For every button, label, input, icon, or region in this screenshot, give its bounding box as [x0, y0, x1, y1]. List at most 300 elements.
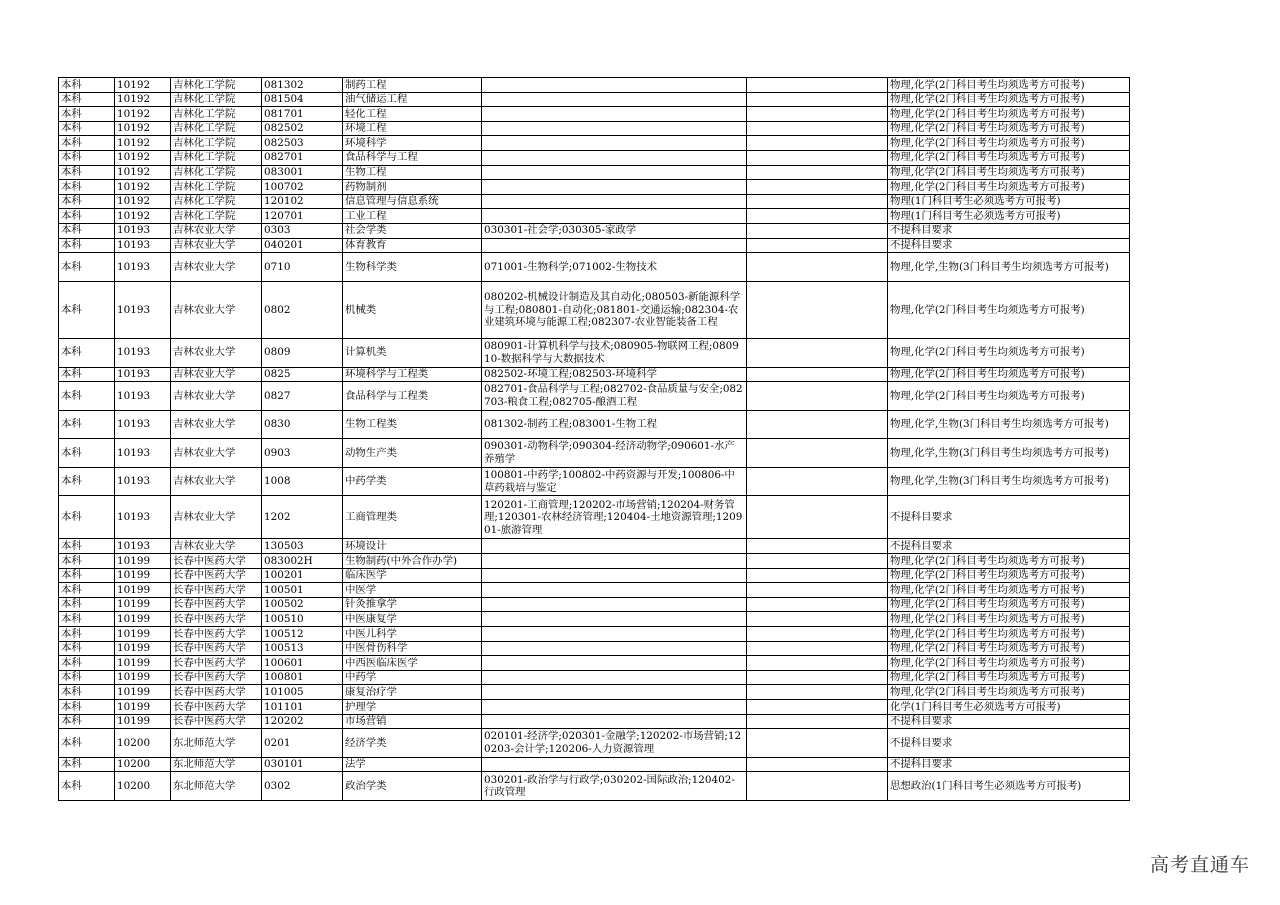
level-cell: 本科 [59, 656, 115, 671]
level-cell: 本科 [59, 670, 115, 685]
school-name-cell: 长春中医药大学 [171, 554, 262, 569]
major-code-cell: 0201 [262, 729, 343, 758]
included-majors-cell [482, 641, 747, 656]
note-cell [747, 685, 888, 700]
note-cell [747, 757, 888, 772]
school-code-cell: 10192 [115, 107, 171, 122]
note-cell [747, 656, 888, 671]
included-majors-cell [482, 180, 747, 195]
subject-requirement-cell: 物理,化学(2门科目考生均须选考方可报考) [888, 685, 1130, 700]
major-code-cell: 0903 [262, 439, 343, 468]
school-name-cell: 吉林化工学院 [171, 165, 262, 180]
table-row [59, 382, 1130, 411]
table-row [59, 757, 1130, 772]
table-row [59, 597, 1130, 612]
note-cell [747, 670, 888, 685]
subject-requirement-cell: 物理,化学(2门科目考生均须选考方可报考) [888, 92, 1130, 107]
table-row [59, 180, 1130, 195]
school-code-cell: 10193 [115, 223, 171, 238]
major-name-cell: 油气储运工程 [343, 92, 482, 107]
major-code-cell: 083001 [262, 165, 343, 180]
subject-requirement-cell: 物理,化学(2门科目考生均须选考方可报考) [888, 121, 1130, 136]
major-name-cell: 护理学 [343, 700, 482, 715]
table-row [59, 568, 1130, 583]
level-cell: 本科 [59, 238, 115, 253]
major-code-cell: 030101 [262, 757, 343, 772]
major-code-cell: 082502 [262, 121, 343, 136]
table-row [59, 612, 1130, 627]
table-row [59, 107, 1130, 122]
school-code-cell: 10193 [115, 539, 171, 554]
school-code-cell: 10199 [115, 685, 171, 700]
major-code-cell: 100702 [262, 180, 343, 195]
major-code-cell: 0830 [262, 410, 343, 439]
level-cell: 本科 [59, 714, 115, 729]
note-cell [747, 78, 888, 93]
subject-requirement-cell: 物理,化学(2门科目考生均须选考方可报考) [888, 382, 1130, 411]
note-cell [747, 597, 888, 612]
school-name-cell: 吉林化工学院 [171, 121, 262, 136]
major-code-cell: 081504 [262, 92, 343, 107]
major-name-cell: 环境科学 [343, 136, 482, 151]
level-cell: 本科 [59, 382, 115, 411]
subject-requirement-cell: 物理,化学(2门科目考生均须选考方可报考) [888, 641, 1130, 656]
school-code-cell: 10199 [115, 627, 171, 642]
note-cell [747, 772, 888, 801]
included-majors-cell [482, 700, 747, 715]
major-code-cell: 100510 [262, 612, 343, 627]
school-code-cell: 10192 [115, 92, 171, 107]
major-name-cell: 中药学类 [343, 467, 482, 496]
major-name-cell: 机械类 [343, 281, 482, 338]
major-name-cell: 工业工程 [343, 209, 482, 224]
note-cell [747, 367, 888, 382]
school-code-cell: 10199 [115, 554, 171, 569]
major-name-cell: 动物生产类 [343, 439, 482, 468]
major-code-cell: 120102 [262, 194, 343, 209]
subject-requirement-cell: 物理,化学(2门科目考生均须选考方可报考) [888, 78, 1130, 93]
included-majors-cell: 080202-机械设计制造及其自动化;080503-新能源科学与工程;080801-自动化;081801-交通运输;082304-农业建筑环境与能源工程;082307-农业智能装备工程 [482, 281, 747, 338]
table-row [59, 367, 1130, 382]
major-code-cell: 0802 [262, 281, 343, 338]
subject-requirement-cell: 不提科目要求 [888, 238, 1130, 253]
included-majors-cell [482, 612, 747, 627]
major-code-cell: 100502 [262, 597, 343, 612]
school-code-cell: 10193 [115, 238, 171, 253]
table-row [59, 714, 1130, 729]
table-row [59, 165, 1130, 180]
school-code-cell: 10193 [115, 281, 171, 338]
major-name-cell: 政治学类 [343, 772, 482, 801]
subject-requirement-cell: 物理,化学(2门科目考生均须选考方可报考) [888, 338, 1130, 367]
major-code-cell: 0825 [262, 367, 343, 382]
major-name-cell: 中医骨伤科学 [343, 641, 482, 656]
level-cell: 本科 [59, 136, 115, 151]
school-code-cell: 10193 [115, 253, 171, 282]
school-name-cell: 长春中医药大学 [171, 583, 262, 598]
major-name-cell: 中医学 [343, 583, 482, 598]
major-name-cell: 药物制剂 [343, 180, 482, 195]
school-code-cell: 10192 [115, 121, 171, 136]
note-cell [747, 410, 888, 439]
table-row [59, 729, 1130, 758]
included-majors-cell: 080901-计算机科学与技术;080905-物联网工程;080910-数据科学与大数据技术 [482, 338, 747, 367]
level-cell: 本科 [59, 627, 115, 642]
subject-requirement-cell: 物理,化学(2门科目考生均须选考方可报考) [888, 367, 1130, 382]
included-majors-cell [482, 121, 747, 136]
table-row [59, 439, 1130, 468]
note-cell [747, 253, 888, 282]
note-cell [747, 150, 888, 165]
table-row [59, 467, 1130, 496]
school-name-cell: 吉林农业大学 [171, 467, 262, 496]
level-cell: 本科 [59, 223, 115, 238]
included-majors-cell [482, 670, 747, 685]
included-majors-cell: 082502-环境工程;082503-环境科学 [482, 367, 747, 382]
note-cell [747, 496, 888, 539]
table-row [59, 554, 1130, 569]
school-name-cell: 长春中医药大学 [171, 627, 262, 642]
major-name-cell: 生物科学类 [343, 253, 482, 282]
included-majors-cell [482, 714, 747, 729]
school-name-cell: 吉林农业大学 [171, 439, 262, 468]
note-cell [747, 107, 888, 122]
table-row [59, 238, 1130, 253]
level-cell: 本科 [59, 539, 115, 554]
subject-requirement-cell: 不提科目要求 [888, 729, 1130, 758]
major-code-cell: 100601 [262, 656, 343, 671]
major-name-cell: 中医儿科学 [343, 627, 482, 642]
major-code-cell: 100501 [262, 583, 343, 598]
subject-requirement-cell: 物理,化学,生物(3门科目考生均须选考方可报考) [888, 439, 1130, 468]
subject-requirement-cell: 物理,化学,生物(3门科目考生均须选考方可报考) [888, 410, 1130, 439]
included-majors-cell [482, 656, 747, 671]
level-cell: 本科 [59, 165, 115, 180]
level-cell: 本科 [59, 78, 115, 93]
major-name-cell: 体育教育 [343, 238, 482, 253]
level-cell: 本科 [59, 700, 115, 715]
subject-requirement-cell: 物理,化学(2门科目考生均须选考方可报考) [888, 281, 1130, 338]
school-name-cell: 东北师范大学 [171, 757, 262, 772]
subject-requirement-cell: 物理,化学(2门科目考生均须选考方可报考) [888, 136, 1130, 151]
major-name-cell: 康复治疗学 [343, 685, 482, 700]
subject-requirement-cell: 物理,化学,生物(3门科目考生均须选考方可报考) [888, 467, 1130, 496]
included-majors-cell [482, 107, 747, 122]
subject-requirement-cell: 物理,化学(2门科目考生均须选考方可报考) [888, 554, 1130, 569]
subject-requirement-cell: 化学(1门科目考生必须选考方可报考) [888, 700, 1130, 715]
major-code-cell: 082503 [262, 136, 343, 151]
major-name-cell: 环境科学与工程类 [343, 367, 482, 382]
school-name-cell: 吉林农业大学 [171, 410, 262, 439]
major-name-cell: 食品科学与工程 [343, 150, 482, 165]
school-code-cell: 10199 [115, 714, 171, 729]
included-majors-cell: 030301-社会学;030305-家政学 [482, 223, 747, 238]
note-cell [747, 700, 888, 715]
subject-requirement-cell: 物理,化学(2门科目考生均须选考方可报考) [888, 627, 1130, 642]
subject-requirement-cell: 物理(1门科目考生必须选考方可报考) [888, 194, 1130, 209]
school-name-cell: 长春中医药大学 [171, 714, 262, 729]
school-code-cell: 10199 [115, 670, 171, 685]
school-name-cell: 吉林农业大学 [171, 539, 262, 554]
watermark-text: 高考直通车 [1149, 854, 1250, 876]
level-cell: 本科 [59, 554, 115, 569]
subject-requirement-cell: 物理,化学(2门科目考生均须选考方可报考) [888, 568, 1130, 583]
table-row [59, 627, 1130, 642]
note-cell [747, 92, 888, 107]
note-cell [747, 382, 888, 411]
subject-requirement-cell: 不提科目要求 [888, 757, 1130, 772]
major-code-cell: 101005 [262, 685, 343, 700]
subject-requirement-cell: 物理,化学(2门科目考生均须选考方可报考) [888, 583, 1130, 598]
table-row [59, 700, 1130, 715]
note-cell [747, 539, 888, 554]
level-cell: 本科 [59, 612, 115, 627]
table-row [59, 338, 1130, 367]
school-code-cell: 10193 [115, 439, 171, 468]
major-name-cell: 社会学类 [343, 223, 482, 238]
level-cell: 本科 [59, 92, 115, 107]
school-name-cell: 吉林农业大学 [171, 223, 262, 238]
school-name-cell: 长春中医药大学 [171, 568, 262, 583]
school-code-cell: 10199 [115, 597, 171, 612]
school-name-cell: 吉林化工学院 [171, 150, 262, 165]
major-name-cell: 生物制药(中外合作办学) [343, 554, 482, 569]
level-cell: 本科 [59, 150, 115, 165]
school-name-cell: 吉林化工学院 [171, 136, 262, 151]
subject-requirement-cell: 物理,化学(2门科目考生均须选考方可报考) [888, 107, 1130, 122]
level-cell: 本科 [59, 338, 115, 367]
major-code-cell: 101101 [262, 700, 343, 715]
major-name-cell: 市场营销 [343, 714, 482, 729]
note-cell [747, 194, 888, 209]
major-code-cell: 100201 [262, 568, 343, 583]
school-name-cell: 吉林化工学院 [171, 107, 262, 122]
school-code-cell: 10199 [115, 568, 171, 583]
school-name-cell: 吉林农业大学 [171, 281, 262, 338]
level-cell: 本科 [59, 757, 115, 772]
major-name-cell: 中西医临床医学 [343, 656, 482, 671]
note-cell [747, 338, 888, 367]
school-code-cell: 10193 [115, 338, 171, 367]
subject-requirement-cell: 物理,化学(2门科目考生均须选考方可报考) [888, 180, 1130, 195]
level-cell: 本科 [59, 410, 115, 439]
included-majors-cell: 081302-制药工程;083001-生物工程 [482, 410, 747, 439]
table-row [59, 539, 1130, 554]
note-cell [747, 136, 888, 151]
school-code-cell: 10193 [115, 496, 171, 539]
school-name-cell: 吉林化工学院 [171, 209, 262, 224]
level-cell: 本科 [59, 568, 115, 583]
major-name-cell: 环境设计 [343, 539, 482, 554]
school-code-cell: 10193 [115, 410, 171, 439]
major-code-cell: 120202 [262, 714, 343, 729]
level-cell: 本科 [59, 496, 115, 539]
school-name-cell: 长春中医药大学 [171, 670, 262, 685]
school-code-cell: 10199 [115, 583, 171, 598]
major-name-cell: 工商管理类 [343, 496, 482, 539]
major-name-cell: 法学 [343, 757, 482, 772]
level-cell: 本科 [59, 467, 115, 496]
major-code-cell: 100513 [262, 641, 343, 656]
major-code-cell: 100801 [262, 670, 343, 685]
included-majors-cell [482, 165, 747, 180]
subject-requirement-cell: 不提科目要求 [888, 223, 1130, 238]
table-row [59, 772, 1130, 801]
school-code-cell: 10192 [115, 209, 171, 224]
level-cell: 本科 [59, 281, 115, 338]
subject-requirement-cell: 物理,化学(2门科目考生均须选考方可报考) [888, 656, 1130, 671]
level-cell: 本科 [59, 180, 115, 195]
level-cell: 本科 [59, 121, 115, 136]
level-cell: 本科 [59, 597, 115, 612]
note-cell [747, 612, 888, 627]
included-majors-cell: 120201-工商管理;120202-市场营销;120204-财务管理;120301-农林经济管理;120404-土地资源管理;120901-旅游管理 [482, 496, 747, 539]
school-name-cell: 吉林农业大学 [171, 367, 262, 382]
subject-requirement-cell: 物理,化学(2门科目考生均须选考方可报考) [888, 165, 1130, 180]
school-name-cell: 长春中医药大学 [171, 656, 262, 671]
subject-requirement-cell: 思想政治(1门科目考生必须选考方可报考) [888, 772, 1130, 801]
school-code-cell: 10199 [115, 641, 171, 656]
table-row [59, 150, 1130, 165]
school-code-cell: 10199 [115, 700, 171, 715]
level-cell: 本科 [59, 253, 115, 282]
table-row [59, 641, 1130, 656]
major-code-cell: 1008 [262, 467, 343, 496]
major-name-cell: 轻化工程 [343, 107, 482, 122]
school-name-cell: 长春中医药大学 [171, 597, 262, 612]
note-cell [747, 641, 888, 656]
major-name-cell: 环境工程 [343, 121, 482, 136]
level-cell: 本科 [59, 209, 115, 224]
table-row [59, 253, 1130, 282]
major-code-cell: 0809 [262, 338, 343, 367]
included-majors-cell [482, 238, 747, 253]
school-code-cell: 10192 [115, 180, 171, 195]
note-cell [747, 568, 888, 583]
school-name-cell: 长春中医药大学 [171, 612, 262, 627]
note-cell [747, 729, 888, 758]
level-cell: 本科 [59, 729, 115, 758]
school-code-cell: 10199 [115, 612, 171, 627]
school-name-cell: 吉林化工学院 [171, 92, 262, 107]
school-code-cell: 10193 [115, 467, 171, 496]
school-name-cell: 吉林农业大学 [171, 382, 262, 411]
table-row [59, 136, 1130, 151]
included-majors-cell [482, 194, 747, 209]
table-row [59, 92, 1130, 107]
major-code-cell: 0827 [262, 382, 343, 411]
major-name-cell: 生物工程 [343, 165, 482, 180]
level-cell: 本科 [59, 685, 115, 700]
major-name-cell: 信息管理与信息系统 [343, 194, 482, 209]
school-name-cell: 吉林农业大学 [171, 496, 262, 539]
school-name-cell: 吉林农业大学 [171, 253, 262, 282]
level-cell: 本科 [59, 439, 115, 468]
subject-requirement-cell: 不提科目要求 [888, 496, 1130, 539]
major-code-cell: 083002H [262, 554, 343, 569]
level-cell: 本科 [59, 107, 115, 122]
level-cell: 本科 [59, 772, 115, 801]
note-cell [747, 467, 888, 496]
major-code-cell: 120701 [262, 209, 343, 224]
school-name-cell: 东北师范大学 [171, 772, 262, 801]
included-majors-cell: 020101-经济学;020301-金融学;120202-市场营销;120203-会计学;120206-人力资源管理 [482, 729, 747, 758]
level-cell: 本科 [59, 367, 115, 382]
table-row [59, 410, 1130, 439]
subject-requirement-cell: 物理,化学(2门科目考生均须选考方可报考) [888, 597, 1130, 612]
school-name-cell: 吉林农业大学 [171, 238, 262, 253]
subject-requirement-cell: 物理,化学(2门科目考生均须选考方可报考) [888, 612, 1130, 627]
subject-requirement-cell: 物理,化学(2门科目考生均须选考方可报考) [888, 670, 1130, 685]
subject-requirement-cell: 不提科目要求 [888, 714, 1130, 729]
major-code-cell: 0303 [262, 223, 343, 238]
table-row [59, 656, 1130, 671]
school-code-cell: 10192 [115, 194, 171, 209]
included-majors-cell [482, 554, 747, 569]
school-name-cell: 吉林农业大学 [171, 338, 262, 367]
major-code-cell: 100512 [262, 627, 343, 642]
school-name-cell: 长春中医药大学 [171, 641, 262, 656]
table-body [59, 78, 1130, 801]
school-code-cell: 10192 [115, 136, 171, 151]
major-code-cell: 081302 [262, 78, 343, 93]
table-row [59, 685, 1130, 700]
major-name-cell: 生物工程类 [343, 410, 482, 439]
major-code-cell: 130503 [262, 539, 343, 554]
school-code-cell: 10199 [115, 656, 171, 671]
note-cell [747, 627, 888, 642]
subject-requirement-cell: 物理,化学,生物(3门科目考生均须选考方可报考) [888, 253, 1130, 282]
major-name-cell: 中医康复学 [343, 612, 482, 627]
included-majors-cell: 090301-动物科学;090304-经济动物学;090601-水产养殖学 [482, 439, 747, 468]
included-majors-cell [482, 583, 747, 598]
table-row [59, 281, 1130, 338]
school-code-cell: 10200 [115, 772, 171, 801]
table-row [59, 78, 1130, 93]
school-name-cell: 东北师范大学 [171, 729, 262, 758]
table-row [59, 209, 1130, 224]
major-code-cell: 082701 [262, 150, 343, 165]
included-majors-cell [482, 92, 747, 107]
major-name-cell: 临床医学 [343, 568, 482, 583]
major-name-cell: 针灸推拿学 [343, 597, 482, 612]
subject-requirement-cell: 物理,化学(2门科目考生均须选考方可报考) [888, 150, 1130, 165]
school-name-cell: 吉林化工学院 [171, 180, 262, 195]
note-cell [747, 165, 888, 180]
included-majors-cell [482, 136, 747, 151]
included-majors-cell [482, 539, 747, 554]
included-majors-cell [482, 568, 747, 583]
school-name-cell: 吉林化工学院 [171, 78, 262, 93]
table-row [59, 496, 1130, 539]
table-row [59, 121, 1130, 136]
included-majors-cell: 071001-生物科学;071002-生物技术 [482, 253, 747, 282]
major-code-cell: 040201 [262, 238, 343, 253]
table-row [59, 194, 1130, 209]
school-name-cell: 长春中医药大学 [171, 700, 262, 715]
note-cell [747, 714, 888, 729]
included-majors-cell: 082701-食品科学与工程;082702-食品质量与安全;082703-粮食工程;082705-酿酒工程 [482, 382, 747, 411]
school-code-cell: 10200 [115, 729, 171, 758]
included-majors-cell [482, 627, 747, 642]
included-majors-cell: 030201-政治学与行政学;030202-国际政治;120402-行政管理 [482, 772, 747, 801]
note-cell [747, 180, 888, 195]
major-code-cell: 1202 [262, 496, 343, 539]
school-code-cell: 10192 [115, 165, 171, 180]
major-name-cell: 计算机类 [343, 338, 482, 367]
included-majors-cell [482, 685, 747, 700]
school-name-cell: 吉林化工学院 [171, 194, 262, 209]
